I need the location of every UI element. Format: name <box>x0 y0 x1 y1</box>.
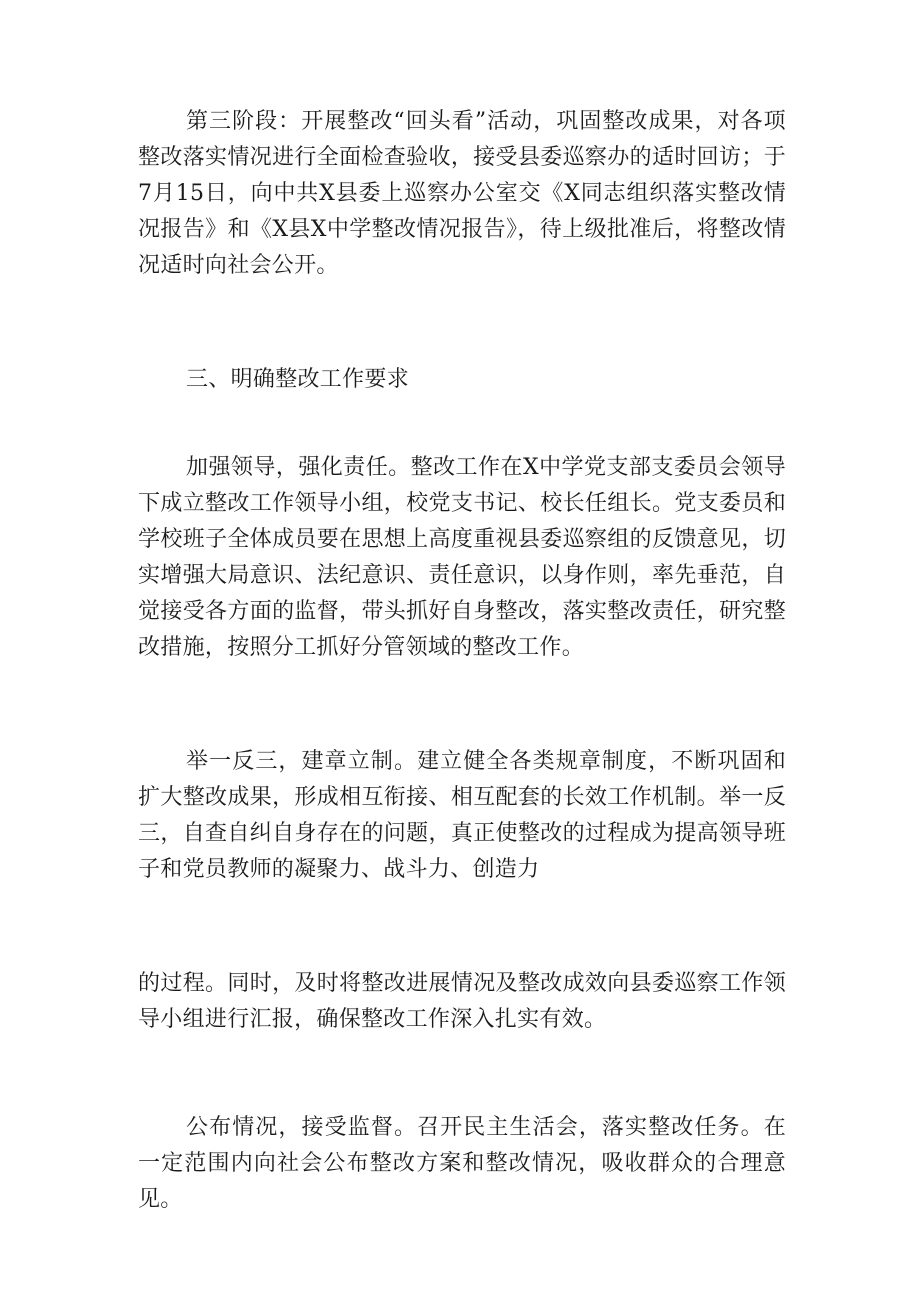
section-heading-three: 三、明确整改工作要求 <box>186 367 410 392</box>
paragraph-supervision: 公布情况，接受监督。召开民主生活会，落实整改任务。在一定范围内向社会公布整改方案和整改情况，吸收群众的合理意见。 <box>138 1115 786 1212</box>
paragraph-phase-three: 第三阶段：开展整改“回头看”活动，巩固整改成果，对各项整改落实情况进行全面检查验收，接受县委巡察办的适时回访；于7月15日，向中共X县委上巡察办公室交《X同志组织落实整改情况报告》和《X县X中学整改情况报告》，待上级批准后，将整改情况适时向社会公开。 <box>138 109 786 278</box>
paragraph-institutions: 举一反三，建章立制。建立健全各类规章制度，不断巩固和扩大整改成果，形成相互衔接、相互配套的长效工作机制。举一反三，自查自纠自身存在的问题，真正使整改的过程成为提高领导班子和党员教师的凝聚力、战斗力、创造力 <box>138 749 786 882</box>
paragraph-leadership: 加强领导，强化责任。整改工作在X中学党支部支委员会领导下成立整改工作领导小组，校党支书记、校长任组长。党支委员和学校班子全体成员要在思想上高度重视县委巡察组的反馈意见，切实增强大局意识、法纪意识、责任意识，以身作则，率先垂范，自觉接受各方面的监督，带头抓好自身整改，落实整改责任，研究整改措施，按照分工抓好分管领域的整改工作。 <box>138 455 786 660</box>
paragraph-institutions-continued: 的过程。同时，及时将整改进展情况及整改成效向县委巡察工作领导小组进行汇报，确保整改工作深入扎实有效。 <box>138 971 786 1032</box>
